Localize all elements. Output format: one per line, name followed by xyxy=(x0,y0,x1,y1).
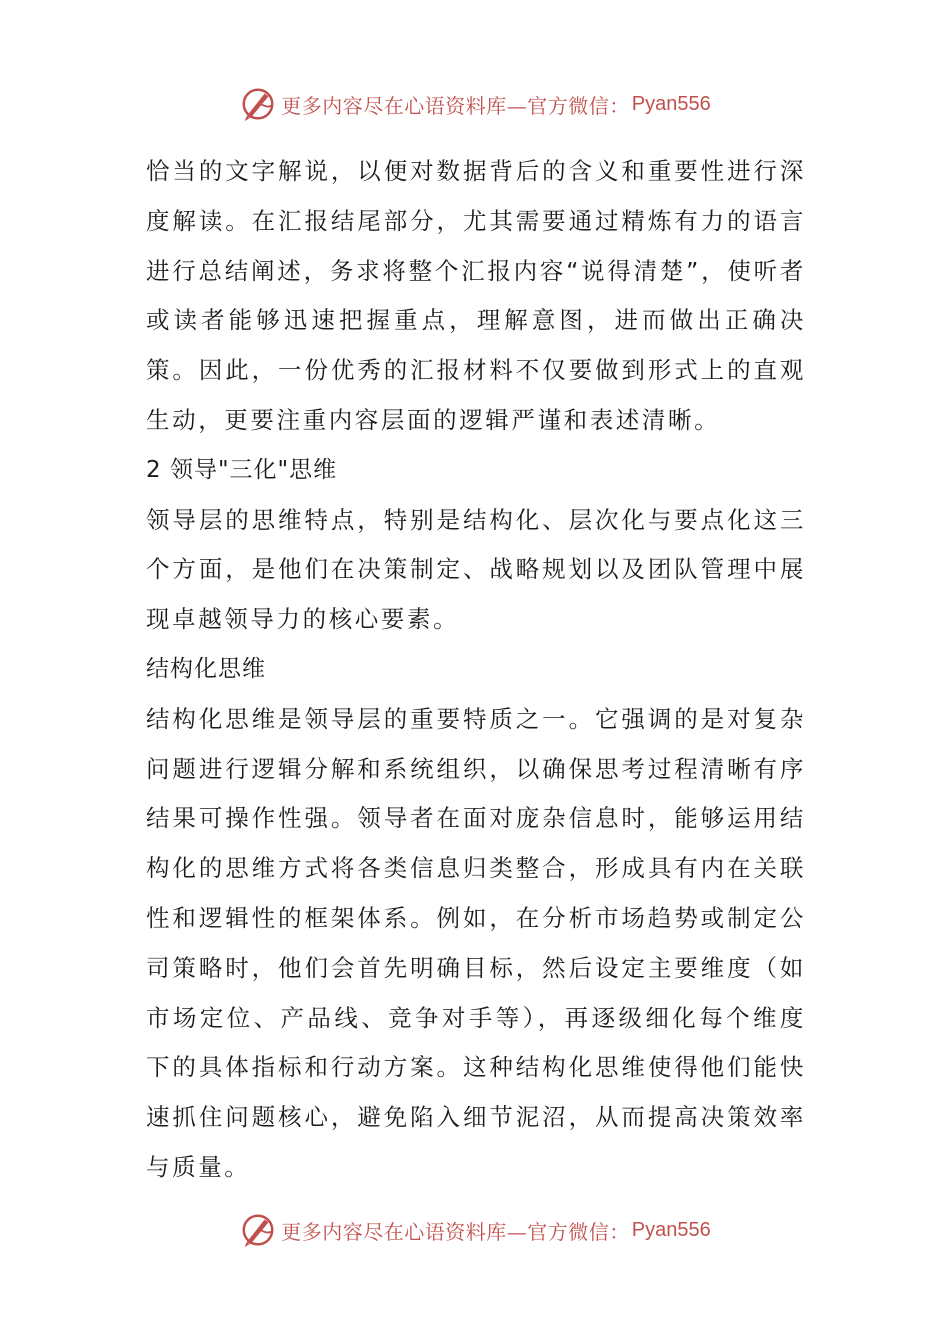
paragraph-intro: 恰当的文字解说，以便对数据背后的含义和重要性进行深度解读。在汇报结尾部分，尤其需要通过精炼有力的语言进行总结阐述，务求将整个汇报内容“说得清楚”，使听者或读者能够迅速把握重点，理解意图，进而做出正确决策。因此，一份优秀的汇报材料不仅要做到形式上的直观生动，更要注重内容层面的逻辑严谨和表述清晰。 xyxy=(146,157,806,434)
paragraph-structured-thinking: 结构化思维是领导层的重要特质之一。它强调的是对复杂问题进行逻辑分解和系统组织，以确保思考过程清晰有序结果可操作性强。领导者在面对庞杂信息时，能够运用结构化的思维方式将各类信息归类整合，形成具有内在关联性和逻辑性的框架体系。例如，在分析市场趋势或制定公司策略时，他们会首先明确目标，然后设定主要维度（如市场定位、产品线、竞争对手等），再逐级细化每个维度下的具体指标和行动方案。这种结构化思维使得他们能快速抓住问题核心，避免陷入细节泥沼，从而提高决策效率与质量。 xyxy=(146,704,806,1181)
pen-logo-icon xyxy=(239,85,277,123)
watermark-wechat-id: Pyan556 xyxy=(631,92,711,115)
watermark-header xyxy=(0,84,950,124)
watermark-footer xyxy=(0,1210,950,1250)
paragraph-thinking-features: 领导层的思维特点，特别是结构化、层次化与要点化这三个方面，是他们在决策制定、战略规划以及团队管理中展现卓越领导力的核心要素。 xyxy=(146,505,806,634)
watermark-text: 更多内容尽在心语资料库—官方微信： xyxy=(281,1219,630,1244)
document-body xyxy=(146,147,806,1193)
watermark-wechat-id: Pyan556 xyxy=(631,1218,711,1241)
subheading-structured-thinking: 结构化思维 xyxy=(146,655,266,682)
pen-logo-icon xyxy=(239,1211,277,1249)
watermark-text: 更多内容尽在心语资料库—官方微信： xyxy=(281,93,630,118)
section-heading-three-thinking: 2 领导"三化"思维 xyxy=(146,456,338,483)
